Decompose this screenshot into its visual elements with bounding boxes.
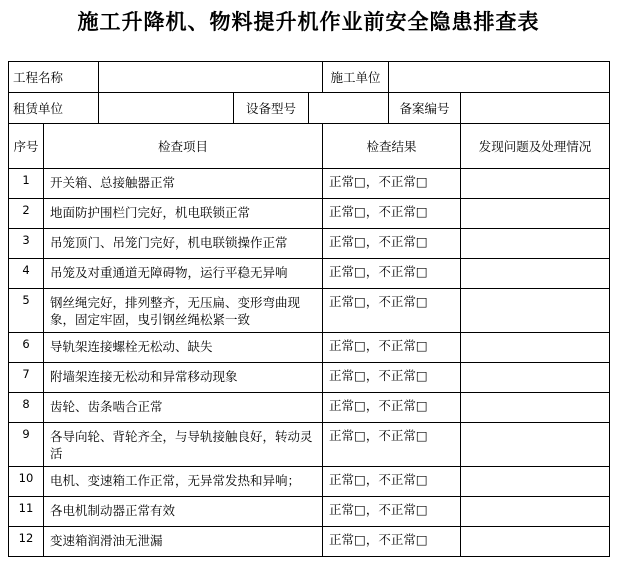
equipment-model-label: 设备型号 — [234, 93, 309, 124]
issues-cell[interactable] — [461, 527, 610, 557]
record-number-label: 备案编号 — [389, 93, 461, 124]
check-item: 各导向轮、背轮齐全，与导轨接触良好，转动灵活 — [44, 423, 323, 467]
check-item: 吊笼顶门、吊笼门完好，机电联锁操作正常 — [44, 229, 323, 259]
check-item: 开关箱、总接触器正常 — [44, 169, 323, 199]
check-result[interactable]: 正常□，不正常□ — [323, 333, 461, 363]
check-item: 吊笼及对重通道无障碍物，运行平稳无异响 — [44, 259, 323, 289]
check-result[interactable]: 正常□，不正常□ — [323, 527, 461, 557]
construction-unit-label: 施工单位 — [323, 62, 389, 93]
issues-cell[interactable] — [461, 363, 610, 393]
seq-header: 序号 — [9, 124, 44, 169]
table-row — [9, 363, 610, 393]
table-row — [9, 393, 610, 423]
table-row — [9, 497, 610, 527]
row-number: 4 — [9, 259, 44, 289]
issues-header: 发现问题及处理情况 — [461, 124, 610, 169]
check-item: 电机、变速箱工作正常，无异常发热和异响； — [44, 467, 323, 497]
issues-cell[interactable] — [461, 497, 610, 527]
table-row — [9, 527, 610, 557]
row-number: 7 — [9, 363, 44, 393]
check-result[interactable]: 正常□，不正常□ — [323, 423, 461, 467]
table-row — [9, 259, 610, 289]
check-item: 齿轮、齿条啮合正常 — [44, 393, 323, 423]
row-number: 12 — [9, 527, 44, 557]
table-row — [9, 229, 610, 259]
check-item: 变速箱润滑油无泄漏 — [44, 527, 323, 557]
issues-cell[interactable] — [461, 333, 610, 363]
equipment-model-field[interactable] — [309, 93, 389, 124]
check-result[interactable]: 正常□，不正常□ — [323, 467, 461, 497]
project-name-label: 工程名称 — [9, 62, 99, 93]
inspection-table — [8, 61, 610, 557]
check-item: 各电机制动器正常有效 — [44, 497, 323, 527]
table-row — [9, 467, 610, 497]
row-number: 8 — [9, 393, 44, 423]
check-result[interactable]: 正常□，不正常□ — [323, 497, 461, 527]
table-row — [9, 423, 610, 467]
construction-unit-field[interactable] — [389, 62, 610, 93]
row-number: 6 — [9, 333, 44, 363]
check-item: 地面防护围栏门完好，机电联锁正常 — [44, 199, 323, 229]
check-item: 附墙架连接无松动和异常移动现象 — [44, 363, 323, 393]
issues-cell[interactable] — [461, 467, 610, 497]
item-header: 检查项目 — [44, 124, 323, 169]
issues-cell[interactable] — [461, 393, 610, 423]
row-number: 5 — [9, 289, 44, 333]
check-result[interactable]: 正常□，不正常□ — [323, 229, 461, 259]
issues-cell[interactable] — [461, 289, 610, 333]
row-number: 3 — [9, 229, 44, 259]
result-header: 检查结果 — [323, 124, 461, 169]
header-row — [9, 124, 610, 169]
check-result[interactable]: 正常□，不正常□ — [323, 259, 461, 289]
issues-cell[interactable] — [461, 169, 610, 199]
check-result[interactable]: 正常□，不正常□ — [323, 393, 461, 423]
check-result[interactable]: 正常□，不正常□ — [323, 363, 461, 393]
row-number: 9 — [9, 423, 44, 467]
record-number-field[interactable] — [461, 93, 610, 124]
issues-cell[interactable] — [461, 229, 610, 259]
check-result[interactable]: 正常□，不正常□ — [323, 199, 461, 229]
row-number: 2 — [9, 199, 44, 229]
project-name-field[interactable] — [99, 62, 323, 93]
lessor-field[interactable] — [99, 93, 234, 124]
row-number: 11 — [9, 497, 44, 527]
check-item: 导轨架连接螺栓无松动、缺失 — [44, 333, 323, 363]
table-row — [9, 333, 610, 363]
lessor-label: 租赁单位 — [9, 93, 99, 124]
info-row-2 — [9, 93, 610, 124]
row-number: 1 — [9, 169, 44, 199]
table-row — [9, 199, 610, 229]
table-row — [9, 169, 610, 199]
issues-cell[interactable] — [461, 423, 610, 467]
check-result[interactable]: 正常□，不正常□ — [323, 289, 461, 333]
table-row — [9, 289, 610, 333]
page-title: 施工升降机、物料提升机作业前安全隐患排查表 — [77, 9, 540, 34]
info-row-1 — [9, 62, 610, 93]
check-item: 钢丝绳完好，排列整齐，无压扁、变形弯曲现象，固定牢固，曳引钢丝绳松紧一致 — [44, 289, 323, 333]
check-result[interactable]: 正常□，不正常□ — [323, 169, 461, 199]
issues-cell[interactable] — [461, 259, 610, 289]
row-number: 10 — [9, 467, 44, 497]
issues-cell[interactable] — [461, 199, 610, 229]
